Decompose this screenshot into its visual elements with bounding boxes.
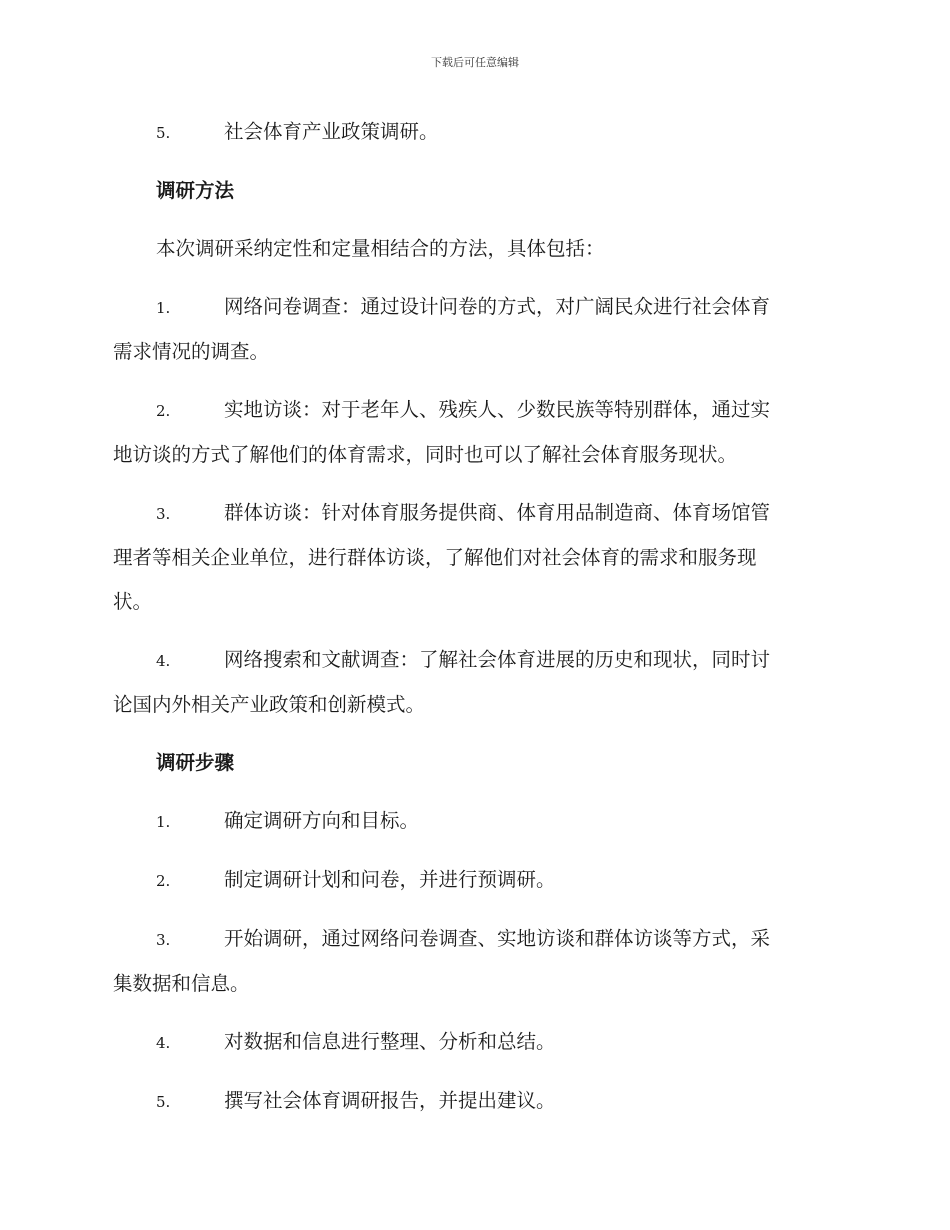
- list-item-text: 确定调研方向和目标。: [224, 809, 420, 832]
- list-number: 4.: [156, 1034, 171, 1052]
- list-number: 3.: [156, 505, 171, 523]
- list-item-text-continued: 论国内外相关产业政策和创新模式。: [113, 693, 426, 716]
- list-item-text: 群体访谈：针对体育服务提供商、体育用品制造商、体育场馆管: [224, 501, 771, 524]
- list-number: 4.: [156, 652, 171, 670]
- list-item-text-continued: 集数据和信息。: [113, 972, 250, 995]
- document-body: [113, 110, 835, 1124]
- list-item-text: 开始调研，通过网络问卷调查、实地访谈和群体访谈等方式，采: [224, 927, 771, 950]
- methods-intro: 本次调研采纳定性和定量相结合的方法，具体包括：: [156, 237, 605, 260]
- list-number: 3.: [156, 931, 171, 949]
- list-number: 1.: [156, 813, 171, 831]
- section-heading-steps: 调研步骤: [156, 751, 235, 774]
- list-item-text-continued: 理者等相关企业单位，进行群体访谈，了解他们对社会体育的需求和服务现: [113, 546, 757, 569]
- list-item: [113, 858, 835, 903]
- list-item: [113, 491, 835, 624]
- list-item-text-continued: 状。: [113, 590, 153, 613]
- list-number: 2.: [156, 872, 171, 890]
- list-item: [113, 917, 835, 1006]
- list-number: 2.: [156, 402, 171, 420]
- list-item-text: 撰写社会体育调研报告，并提出建议。: [224, 1089, 556, 1112]
- list-item: [113, 1020, 835, 1065]
- list-number: 5.: [156, 1093, 171, 1111]
- list-item: [113, 388, 835, 477]
- list-item-text: 网络问卷调查：通过设计问卷的方式，对广阔民众进行社会体育: [224, 295, 771, 318]
- list-item-text-continued: 地访谈的方式了解他们的体育需求，同时也可以了解社会体育服务现状。: [113, 443, 738, 466]
- list-item-text: 对数据和信息进行整理、分析和总结。: [224, 1030, 556, 1053]
- list-item-text: 社会体育产业政策调研。: [224, 120, 439, 143]
- list-item-text: 网络搜索和文献调查：了解社会体育进展的历史和现状，同时讨: [224, 648, 771, 671]
- list-item-text: 制定调研计划和问卷，并进行预调研。: [224, 868, 556, 891]
- list-item: [113, 799, 835, 844]
- page-header: 下载后可任意编辑: [431, 56, 519, 69]
- list-item: [113, 1079, 835, 1124]
- list-item: [113, 285, 835, 374]
- list-item: [113, 638, 835, 727]
- list-number: 1.: [156, 299, 171, 317]
- list-item: [113, 110, 835, 155]
- list-number: 5.: [156, 124, 171, 142]
- list-item-text-continued: 需求情况的调查。: [113, 340, 270, 363]
- section-heading-methods: 调研方法: [156, 179, 235, 202]
- list-item-text: 实地访谈：对于老年人、残疾人、少数民族等特别群体，通过实: [224, 398, 771, 421]
